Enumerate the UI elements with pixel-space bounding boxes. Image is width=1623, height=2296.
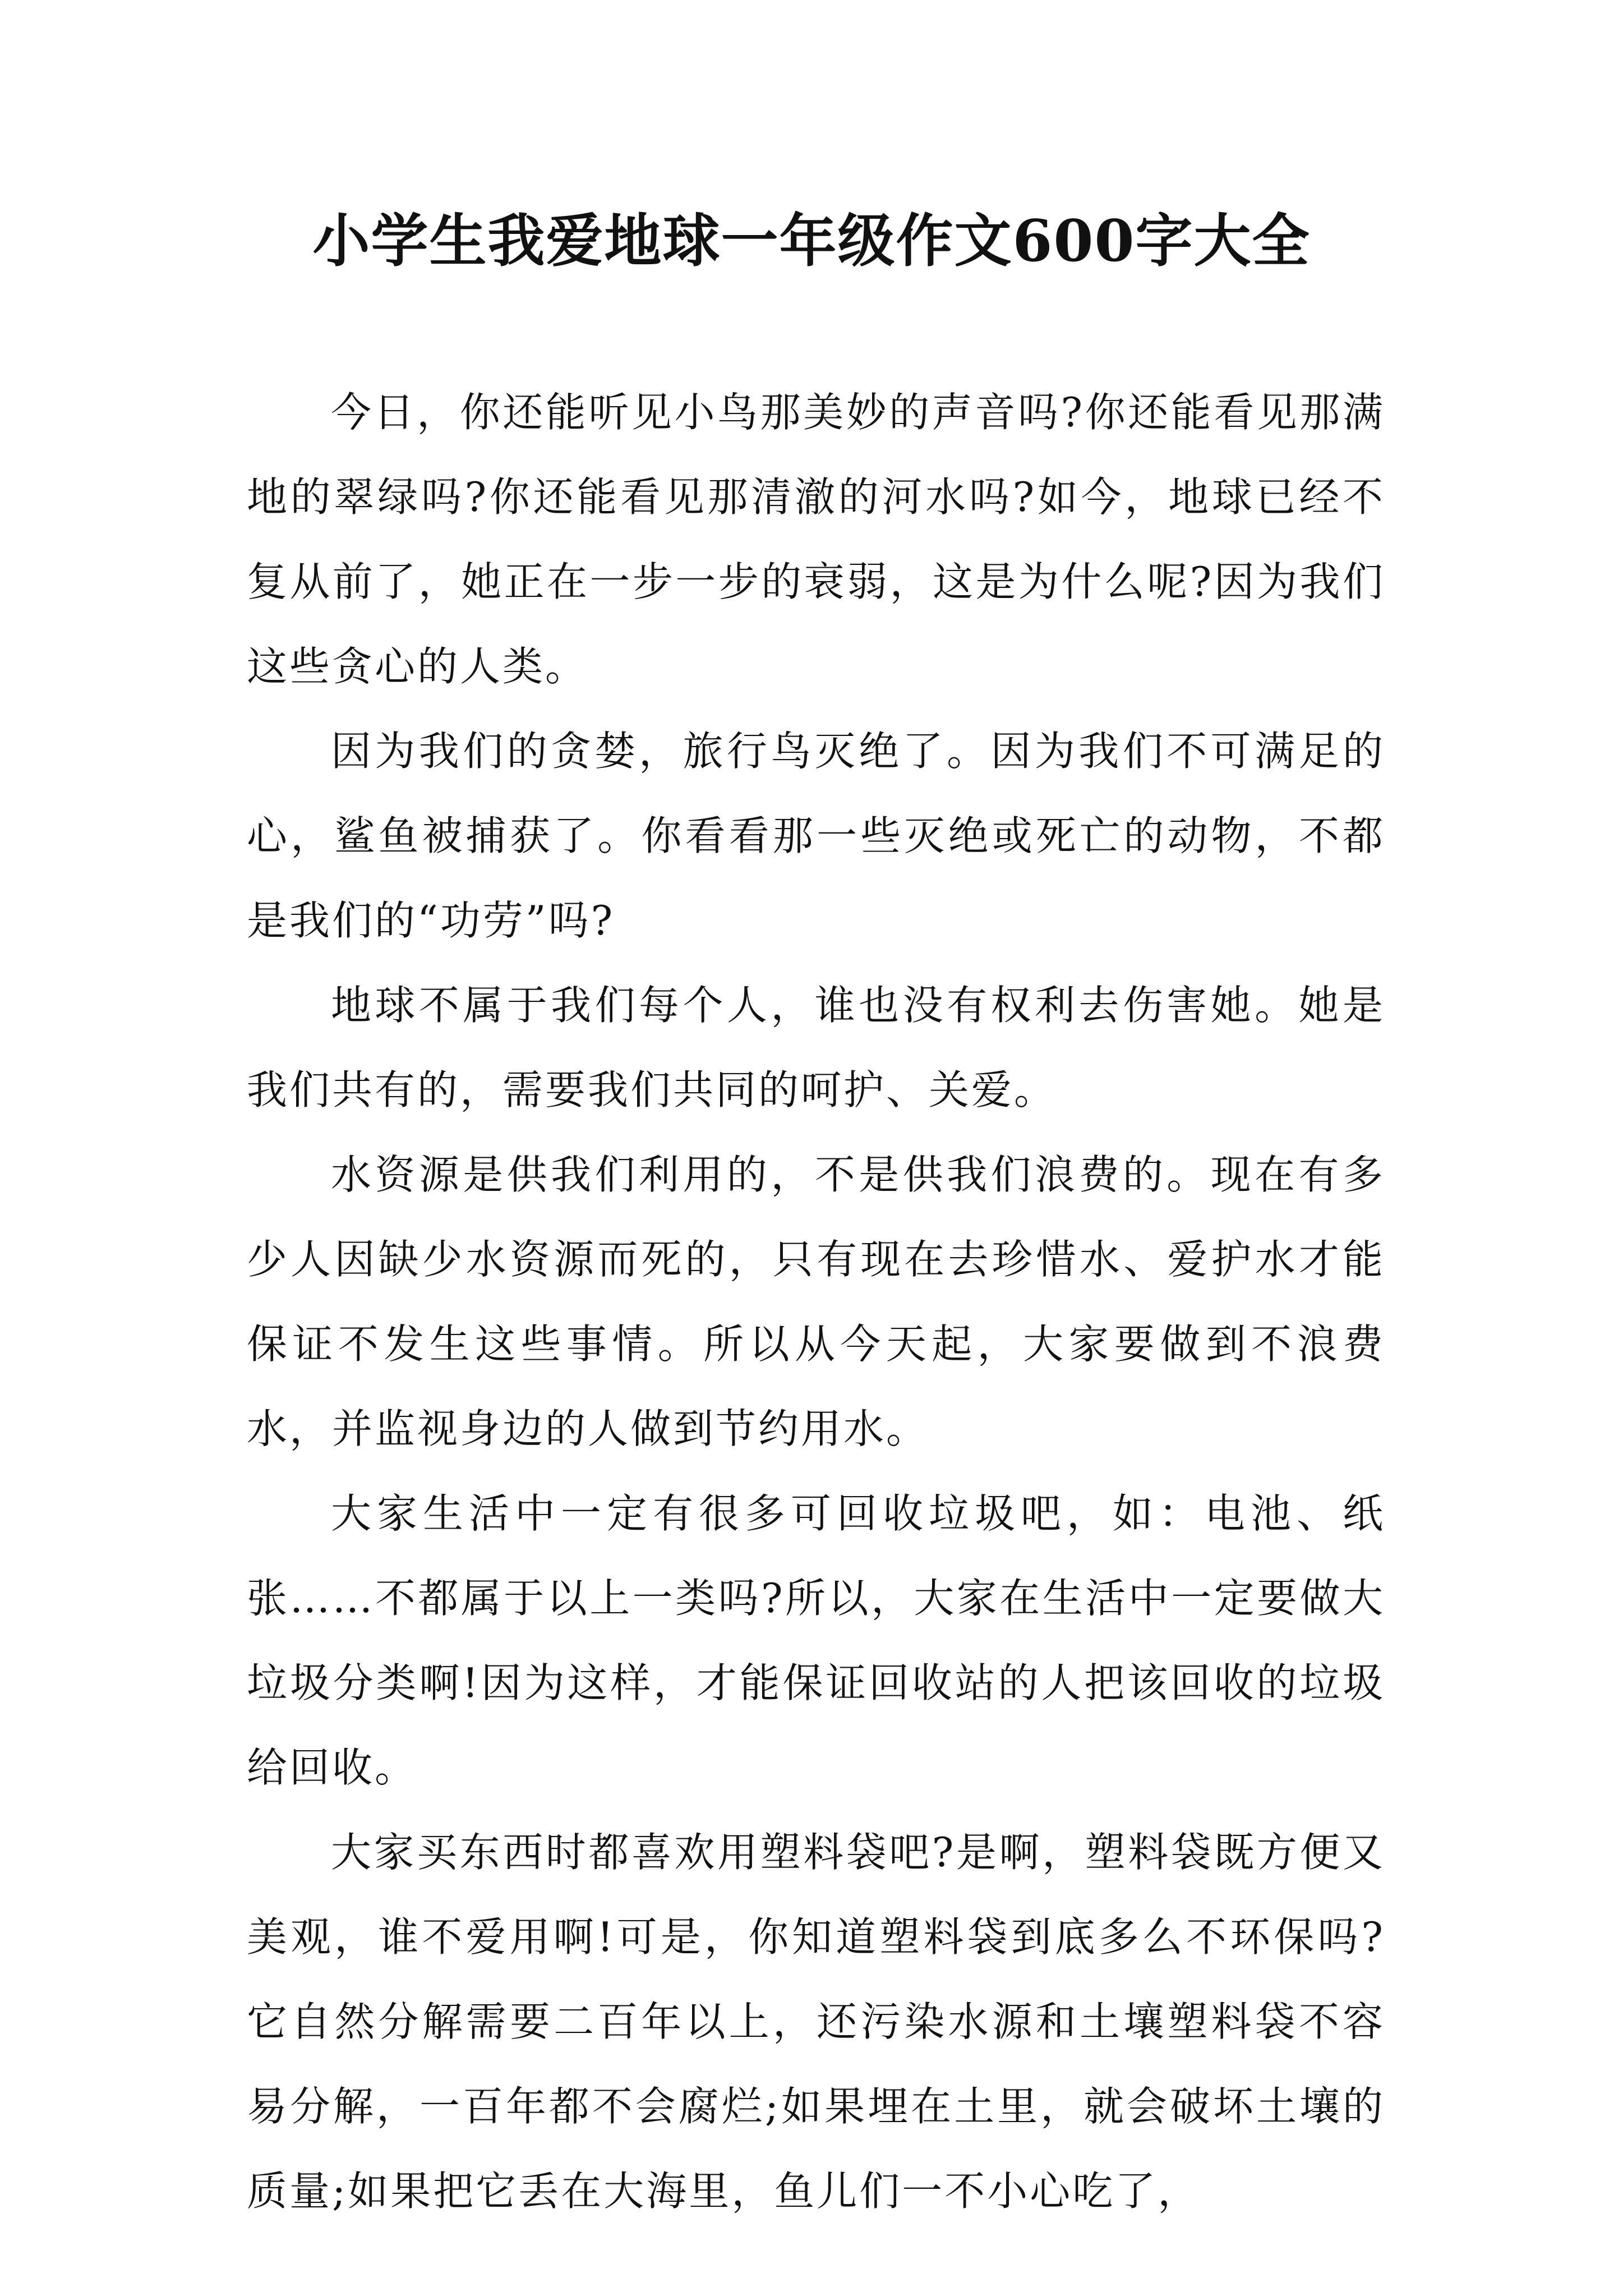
paragraph: 今日，你还能听见小鸟那美妙的声音吗?你还能看见那满地的翠绿吗?你还能看见那清澈的河水吗?如今，地球已经不复从前了，她正在一步一步的衰弱，这是为什么呢?因为我们这些贪心的人类。 [247, 389, 1385, 690]
paragraph: 水资源是供我们利用的，不是供我们浪费的。现在有多少人因缺少水资源而死的，只有现在去珍惜水、爱护水才能保证不发生这些事情。所以从今天起，大家要做到不浪费水，并监视身边的人做到节约用水。 [247, 1151, 1385, 1452]
paragraph: 大家生活中一定有很多可回收垃圾吧，如：电池、纸张……不都属于以上一类吗?所以，大家在生活中一定要做大垃圾分类啊!因为这样，才能保证回收站的人把该回收的垃圾给回收。 [247, 1490, 1385, 1791]
paragraph: 地球不属于我们每个人，谁也没有权利去伤害她。她是我们共有的，需要我们共同的呵护、关爱。 [247, 982, 1385, 1114]
paragraph: 大家买东西时都喜欢用塑料袋吧?是啊，塑料袋既方便又美观，谁不爱用啊!可是，你知道塑料袋到底多么不环保吗?它自然分解需要二百年以上，还污染水源和土壤塑料袋不容易分解，一百年都不会腐烂;如果埋在土里，就会破坏土壤的质量;如果把它丢在大海里，鱼儿们一不小心吃了， [247, 1829, 1385, 2215]
document-title: 小学生我爱地球一年级作文600字大全 [312, 208, 1311, 275]
paragraph: 因为我们的贪婪，旅行鸟灭绝了。因为我们不可满足的心，鲨鱼被捕获了。你看看那一些灭绝或死亡的动物，不都是我们的“功劳”吗? [247, 728, 1385, 944]
document-body [247, 370, 1385, 2234]
